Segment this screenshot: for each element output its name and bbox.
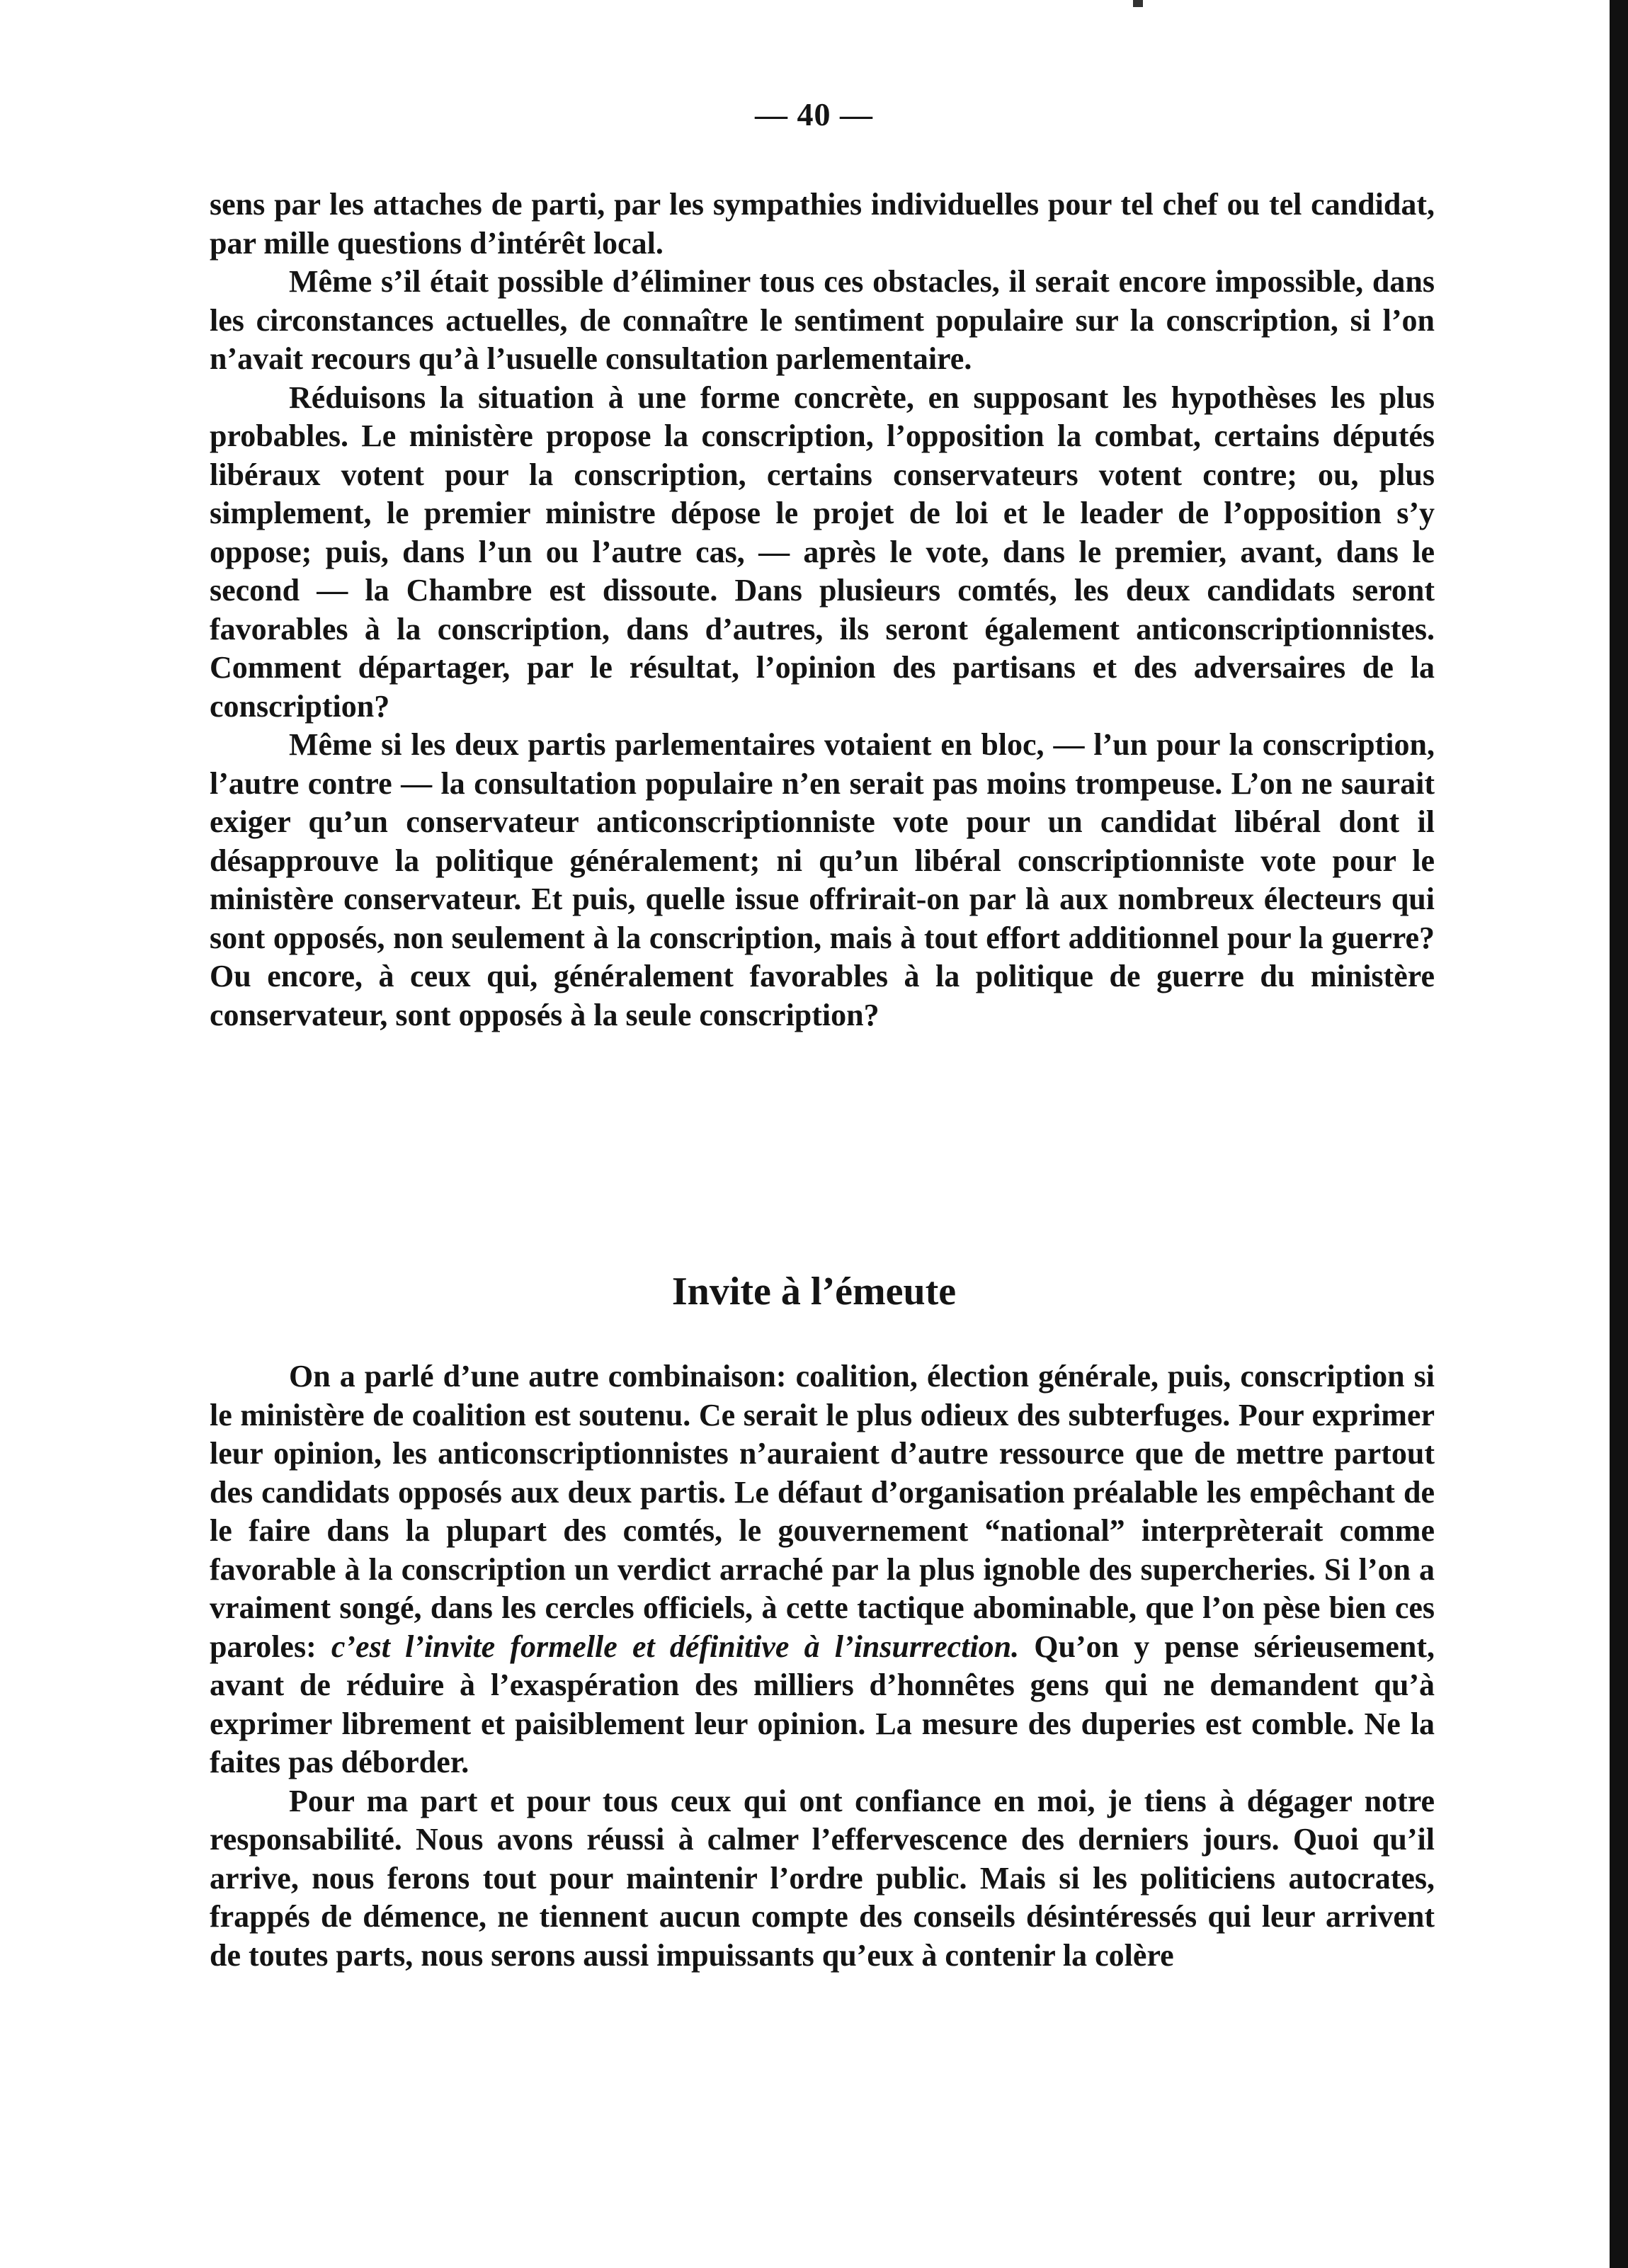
binding-edge [1610,0,1628,2268]
paragraph-obstacles: Même s’il était possible d’éliminer tous ces obstacles, il serait encore impossible, dans les circonstances actuelles, de connaître le sentiment populaire sur la conscription, si l’on n’avait recours qu’à l’usuelle consultation parlementaire. [210,264,1435,376]
italic-emphasis: c’est l’invite formelle et définitive à l’insurrection. [331,1629,1020,1664]
section-heading: Invite à l’émeute [671,1270,957,1313]
page-number: — 40 — [755,96,873,132]
paragraph-coalition-text: On a parlé d’une autre combinaison: coalition, élection générale, puis, conscription si le ministère de coalition est soutenu. Ce serait le plus odieux des subterfuges. Pour exprimer leur opinion, les anticonscriptionnistes n’auraient d’autre ressource que de mettre partout des candidats opposés aux deux partis. Le défaut d’organisation préalable les empêchant de le faire dans la plupart des comtés, le gouvernement “national” interprèterait comme favorable à la conscription un verdict arraché par la plus ignoble des supercheries. Si l’on a vraiment songé, dans les cercles officiels, à cette tactique abominable, que l’on pèse bien ces paroles: [210,1359,1435,1664]
paragraph-coalition [210,1357,1435,1782]
scan-mark [1133,0,1143,7]
paragraph-hypotheses: Réduisons la situation à une forme concrète, en supposant les hypothèses les plus probables. Le ministère propose la conscription, l’opposition la combat, certains députés libéraux votent pour la conscription, certains conservateurs votent contre; ou, plus simplement, le premier ministre dépose le projet de loi et le leader de l’opposition s’y oppose; puis, dans l’un ou l’autre cas, — après le vote, dans le premier, avant, dans le second — la Chambre est dissoute. Dans plusieurs comtés, les deux candidats seront favorables à la conscription, dans d’autres, ils seront également anticonscriptionnistes. Comment départager, par le résultat, l’opinion des partisans et des adversaires de la conscription? [210,380,1435,724]
text-block-bottom [210,1357,1435,1975]
text-block-top [210,186,1435,1035]
paragraph-continuation: sens par les attaches de parti, par les sympathies individuelles pour tel chef ou tel candidat, par mille questions d’intérêt local. [210,187,1435,261]
paragraph-coalition-tail: Qu’on y pense sérieusement, avant de réduire à l’exaspération des milliers d’honnêtes gens qui ne demandent qu’à exprimer librement et paisiblement leur opinion. La mesure des duperies est comble. Ne la faites pas déborder. [210,1629,1435,1779]
paragraph-bloc-vote: Même si les deux partis parlementaires votaient en bloc, — l’un pour la conscription, l’autre contre — la consultation populaire n’en serait pas moins trompeuse. L’on ne saurait exiger qu’un conservateur anticonscriptionniste vote pour un candidat libéral dont il désapprouve la politique généralement; ni qu’un libéral conscriptionniste vote pour le ministère conservateur. Et puis, quelle issue offrirait-on par là aux nombreux électeurs qui sont opposés, non seulement à la conscription, mais à tout effort additionnel pour la guerre? Ou encore, à ceux qui, généralement favorables à la politique de guerre du ministère conservateur, sont opposés à la seule conscription? [210,727,1435,1032]
paragraph-responsibility: Pour ma part et pour tous ceux qui ont confiance en moi, je tiens à dégager notre responsabilité. Nous avons réussi à calmer l’effervescence des derniers jours. Quoi qu’il arrive, nous ferons tout pour maintenir l’ordre public. Mais si les politiciens autocrates, frappés de démence, ne tiennent aucun compte des conseils désintéressés qui leur arrivent de toutes parts, nous serons aussi impuissants qu’eux à contenir la colère [210,1783,1435,1973]
